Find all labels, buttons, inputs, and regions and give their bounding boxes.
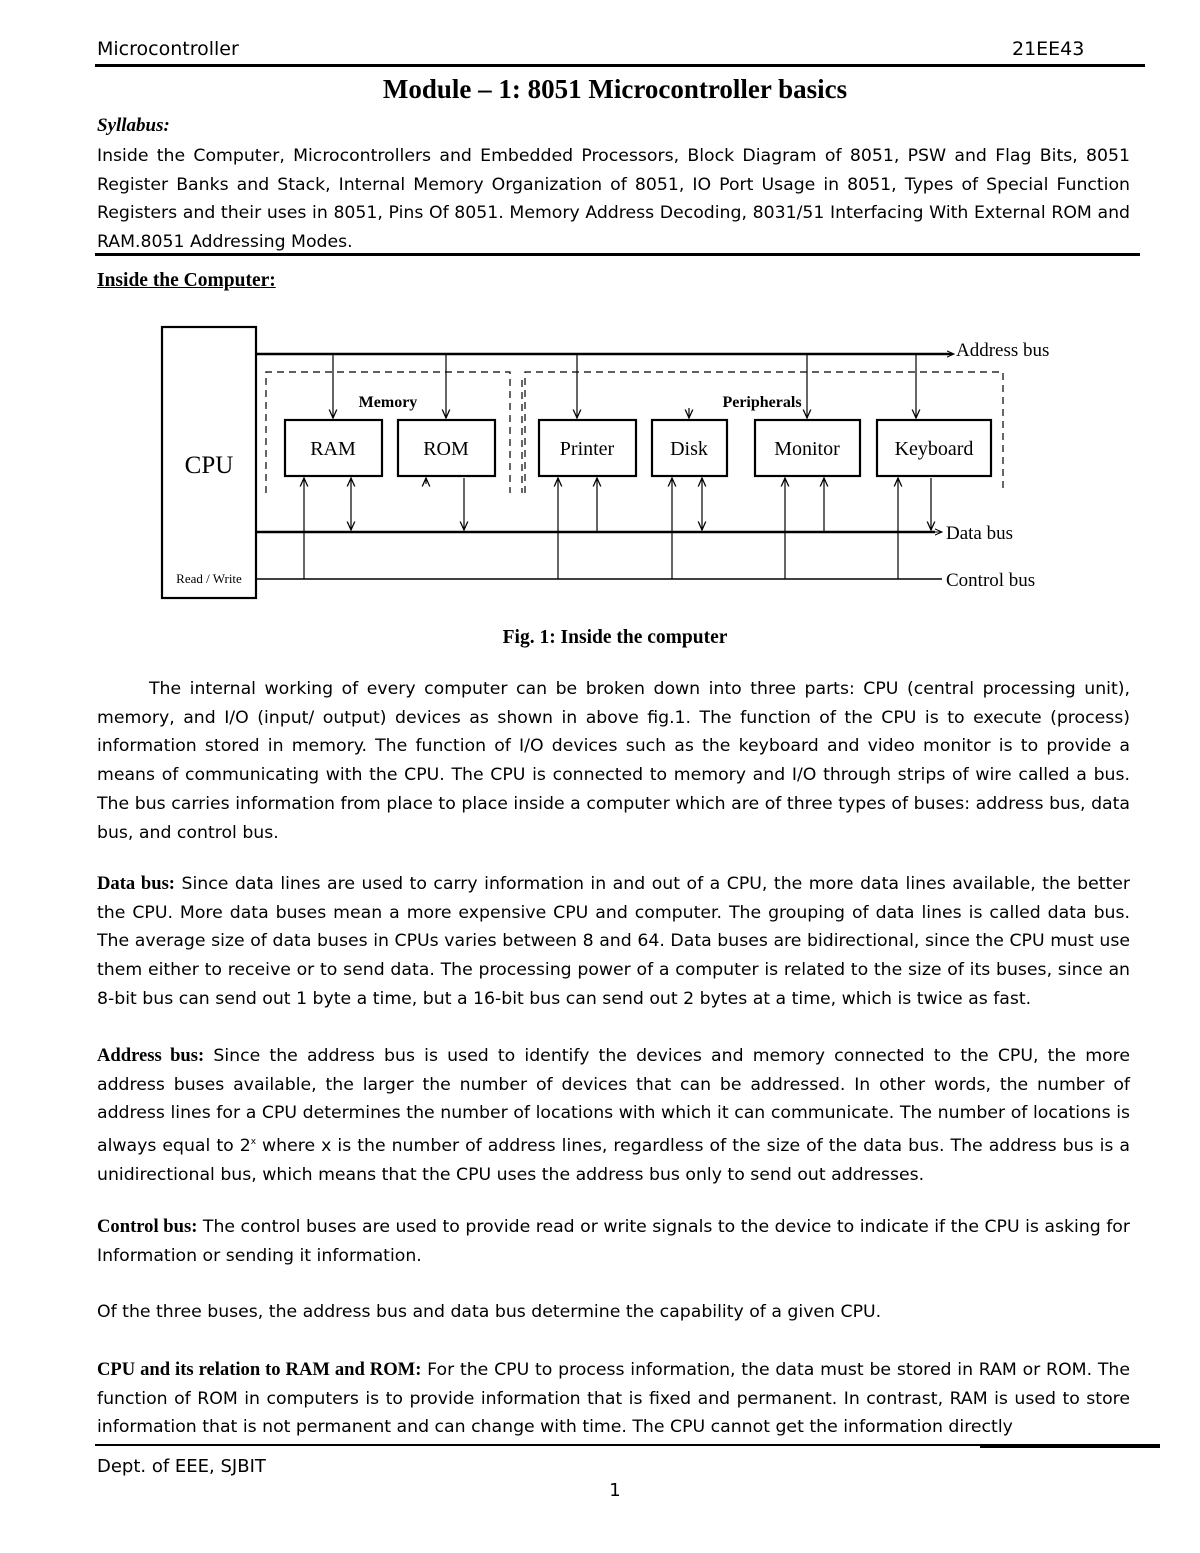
control-bus-label: Control bus	[946, 570, 1036, 591]
section-heading: Inside the Computer:	[97, 270, 276, 291]
control-bus-term: Control bus:	[97, 1216, 198, 1237]
figure-caption: Fig. 1: Inside the computer	[502, 627, 728, 648]
syllabus-label: Syllabus:	[97, 115, 170, 136]
computer-block-diagram	[0, 0, 1200, 620]
rom-label: ROM	[423, 438, 469, 460]
address-bus-text-b: where x is the number of address lines, regardless of the size of the data bus. The address bus is a unidirectional bus, which means that the CPU uses the address bus only to send out addresses.	[97, 1135, 1130, 1185]
peripherals-group	[525, 372, 1003, 493]
cpu-label: CPU	[184, 452, 234, 479]
address-bus-paragraph	[97, 1042, 1130, 1189]
control-bus-text: The control buses are used to provide read or write signals to the device to indicate if the CPU is asking for Information or sending it information.	[97, 1217, 1130, 1266]
memory-group	[266, 372, 510, 493]
printer-label: Printer	[559, 438, 615, 460]
page-number: 1	[609, 1480, 621, 1501]
cpu-ram-rom-paragraph	[97, 1356, 1130, 1442]
address-bus-label: Address bus	[956, 340, 1050, 361]
peripherals-label: Peripherals	[722, 394, 802, 411]
data-bus-text: Since data lines are used to carry information in and out of a CPU, the more data lines available, the better the CPU. More data buses mean a more expensive CPU and computer. The grouping of data lines is called data bus. The average size of data buses in CPUs varies between 8 and 64. Data buses are bidirectional, since the CPU must use them either to receive or to send data. The processing power of a computer is related to the size of its buses, since an 8-bit bus can send out 1 byte a time, but a 16-bit bus can send out 2 bytes at a time, which is twice as fast.	[97, 874, 1130, 1009]
address-bus-exponent: x	[250, 1137, 257, 1148]
cpu-ram-rom-text: For the CPU to process information, the data must be stored in RAM or ROM. The function of ROM in computers is to provide information that is fixed and permanent. In contrast, RAM is used to store information that is not permanent and can change with time. The CPU cannot get the information directly	[97, 1360, 1130, 1438]
data-bus-paragraph	[97, 870, 1130, 1014]
control-bus-paragraph	[97, 1213, 1130, 1270]
page-title: Module – 1: 8051 Microcontroller basics	[382, 74, 848, 104]
address-bus-term: Address bus:	[97, 1045, 205, 1066]
address-bus-text-a: Since the address bus is used to identify the devices and memory connected to the CPU, the more address buses available, the larger the number of devices that can be addressed. In other words, the number of address lines for a CPU determines the number of locations with which it can communicate. The number of locations is always equal to 2	[97, 1046, 1130, 1156]
ram-label: RAM	[310, 438, 356, 460]
data-bus-label: Data bus	[946, 523, 1014, 544]
disk-label: Disk	[670, 438, 708, 460]
three-buses-paragraph: Of the three buses, the address bus and data bus determine the capability of a given CPU.	[97, 1302, 882, 1322]
header-course: Microcontroller	[97, 38, 239, 60]
footer-department: Dept. of EEE, SJBIT	[97, 1456, 266, 1477]
monitor-label: Monitor	[774, 438, 840, 460]
read-write-label: Read / Write	[176, 571, 242, 586]
data-bus-term: Data bus:	[97, 873, 175, 894]
intro-paragraph: The internal working of every computer can be broken down into three parts: CPU (central processing unit), memory, and I/O (input/ output) devices as shown in above fig.1. The function of the CPU is to execute (process) information stored in memory. The function of I/O devices such as the keyboard and video monitor is to provide a means of communicating with the CPU. The CPU is connected to memory and I/O through strips of wire called a bus. The bus carries information from place to place inside a computer which are of three types of buses: address bus, data bus, and control bus.	[97, 679, 1130, 843]
syllabus-text: Inside the Computer, Microcontrollers and Embedded Processors, Block Diagram of 8051, PSW and Flag Bits, 8051 Register Banks and Stack, Internal Memory Organization of 8051, IO Port Usage in 8051, Types of Special Function Registers and their uses in 8051, Pins Of 8051. Memory Address Decoding, 8031/51 Interfacing With External ROM and RAM.8051 Addressing Modes.	[97, 146, 1130, 253]
keyboard-label: Keyboard	[894, 438, 974, 460]
memory-label: Memory	[358, 394, 418, 411]
cpu-ram-rom-term: CPU and its relation to RAM and ROM:	[97, 1359, 422, 1380]
header-code: 21EE43	[1012, 38, 1085, 60]
